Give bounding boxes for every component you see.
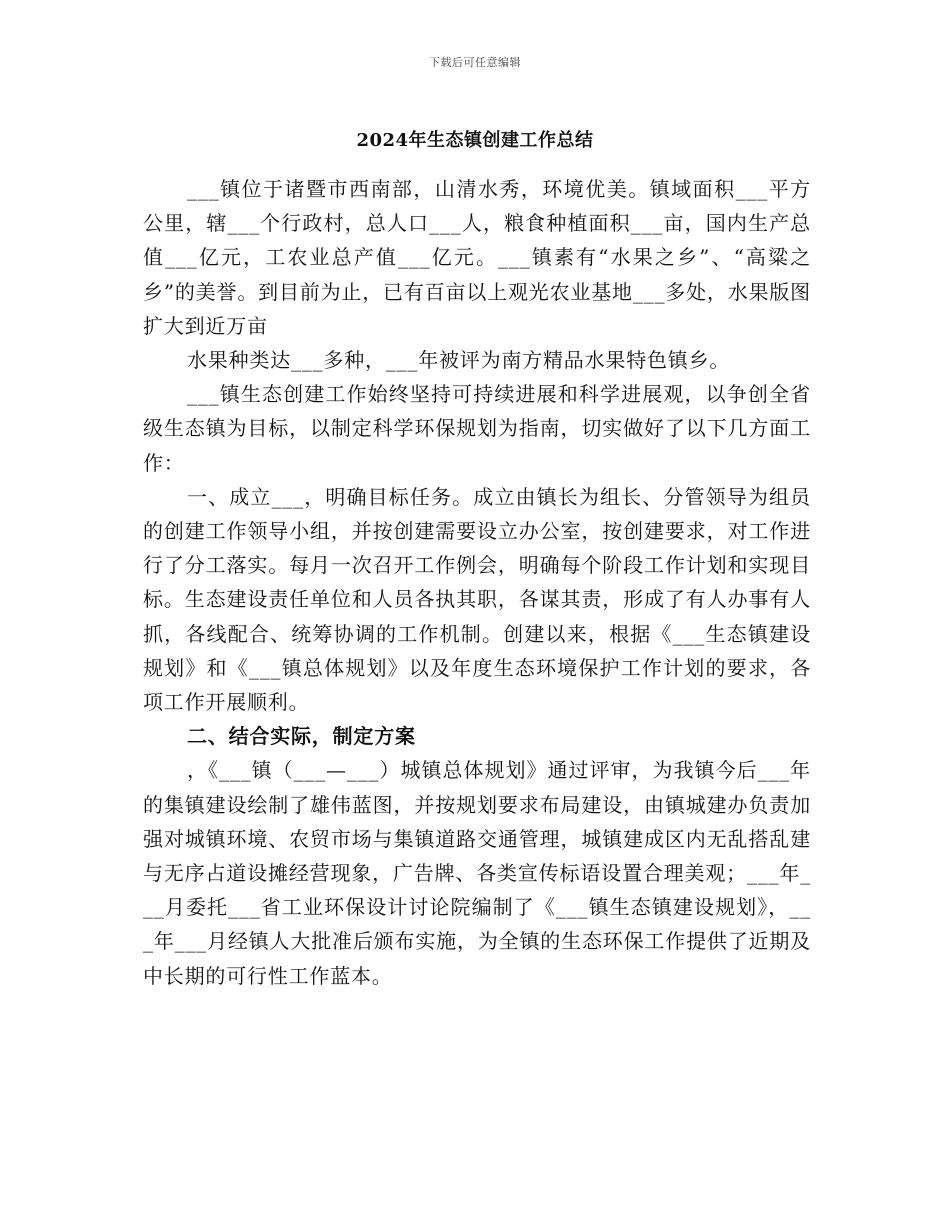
paragraph-fruit-types: 水果种类达___多种，___年被评为南方精品水果特色镇乡。	[187, 348, 731, 373]
document-body	[143, 172, 811, 993]
paragraph-section-two: ，《___镇（___—___）城镇总体规划》通过评审，为我镇今后___年的集镇建设绘制了雄伟蓝图，并按规划要求布局建设，由镇城建办负责加强对城镇环境、农贸市场与集镇道路交通管理，城镇建成区内无乱搭乱建与无序占道设摊经营现象，广告牌、各类宣传标语设置合理美观；___年___月委托___省工业环保设计讨论院编制了《___镇生态镇建设规划》，___年___月经镇人大批准后颁布实施，为全镇的生态环保工作提供了近期及中长期的可行性工作蓝本。	[143, 758, 811, 988]
paragraph-section-one: 一、成立___，明确目标任务。成立由镇长为组长、分管领导为组员的创建工作领导小组，并按创建需要设立办公室，按创建要求，对工作进行了分工落实。每月一次召开工作例会，明确每个阶段工作计划和实现目标。生态建设责任单位和人员各执其职，各谋其责，形成了有人办事有人抓，各线配合、统筹协调的工作机制。创建以来，根据《___生态镇建设规划》和《___镇总体规划》以及年度生态环境保护工作计划的要求，各项工作开展顺利。	[143, 484, 811, 715]
document-title: 2024年生态镇创建工作总结	[356, 130, 594, 151]
page-header-note: 下载后可任意编辑	[429, 56, 521, 69]
paragraph-intro: ___镇位于诸暨市西南部，山清水秀，环境优美。镇域面积___平方公里，辖___个行政村，总人口___人，粮食种植面积___亩，国内生产总值___亿元，工农业总产值___亿元。___镇素有“水果之乡”、“高粱之乡”的美誉。到目前为止，已有百亩以上观光农业基地___多处，水果版图扩大到近万亩	[143, 177, 811, 338]
section-heading-two: 二、结合实际，制定方案	[187, 724, 416, 749]
paragraph-overview: ___镇生态创建工作始终坚持可持续进展和科学进展观，以争创全省级生态镇为目标，以制定科学环保规划为指南，切实做好了以下几方面工作：	[143, 382, 811, 475]
